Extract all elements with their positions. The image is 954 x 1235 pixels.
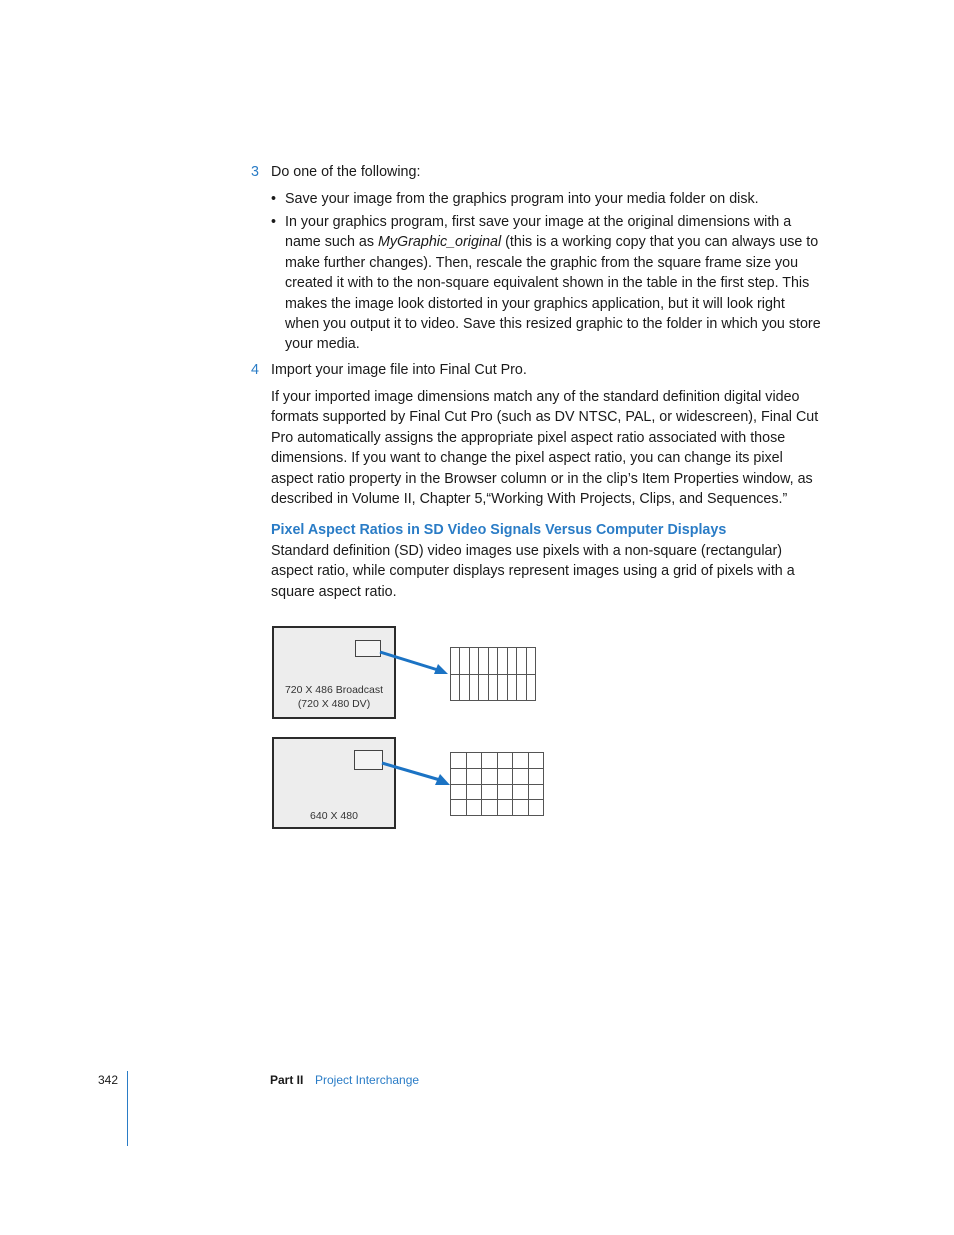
rectangular-pixel-grid	[450, 647, 536, 701]
broadcast-caption-line2: (720 X 480 DV)	[297, 698, 371, 710]
section-heading: Pixel Aspect Ratios in SD Video Signals Versus Computer Displays	[271, 522, 727, 538]
step-3-text: Do one of the following:	[271, 164, 421, 180]
arrow-bottom	[380, 760, 452, 788]
section-body: Standard definition (SD) video images use pixels with a non-square (rectangular) aspect ratio, while computer displays represent images using a grid of pixels with a square aspect ratio.	[271, 543, 795, 600]
broadcast-caption-line1: 720 X 486 Broadcast	[284, 684, 384, 696]
arrow-top	[378, 648, 450, 678]
step-4-number: 4	[251, 362, 259, 378]
bullet-dot: •	[271, 191, 277, 207]
bullet-text	[285, 212, 821, 355]
step-3-number: 3	[251, 164, 259, 180]
broadcast-caption	[274, 683, 394, 711]
bullet-text-before: In your graphics program, first save your image at the original dimensions with a name such as	[285, 214, 792, 251]
footer-rule	[127, 1071, 128, 1146]
bullet-text-italic: MyGraphic_original	[377, 234, 502, 251]
bullet-dot: •	[271, 214, 277, 230]
bullet-text-after: (this is a working copy that you can always use to make further changes). Then, rescale the graphic from the square frame size you created it with to the non-square equivalent shown in the table in the first step. This makes the image look distorted in your graphics application, but it will look right when you output it to video. Save this resized graphic to the folder in which you store your media.	[285, 234, 821, 353]
step-4-paragraph: If your imported image dimensions match any of the standard definition digital video formats supported by Final Cut Pro (such as DV NTSC, PAL, or widescreen), Final Cut Pro automatically assigns the appropriate pixel aspect ratio associated with those dimensions. If you want to change the pixel aspect ratio, you can change its pixel aspect ratio property in the Browser column or in the clip’s Item Properties window, as described in Volume II, Chapter 5,“Working With Projects, Clips, and Sequences.”	[271, 389, 819, 508]
footer-part-title[interactable]: Project Interchange	[315, 1073, 420, 1087]
bullet-item	[271, 189, 831, 209]
step-4-text: Import your image file into Final Cut Pro.	[271, 362, 527, 378]
computer-caption: 640 X 480	[310, 810, 358, 822]
bullet-item	[271, 212, 831, 355]
computer-frame	[272, 737, 396, 829]
zoom-region	[354, 750, 383, 770]
bullet-text: Save your image from the graphics program into your media folder on disk.	[285, 191, 759, 207]
square-pixel-grid	[450, 752, 544, 816]
page-number: 342	[98, 1073, 119, 1087]
footer-part-label: Part II	[270, 1073, 304, 1087]
